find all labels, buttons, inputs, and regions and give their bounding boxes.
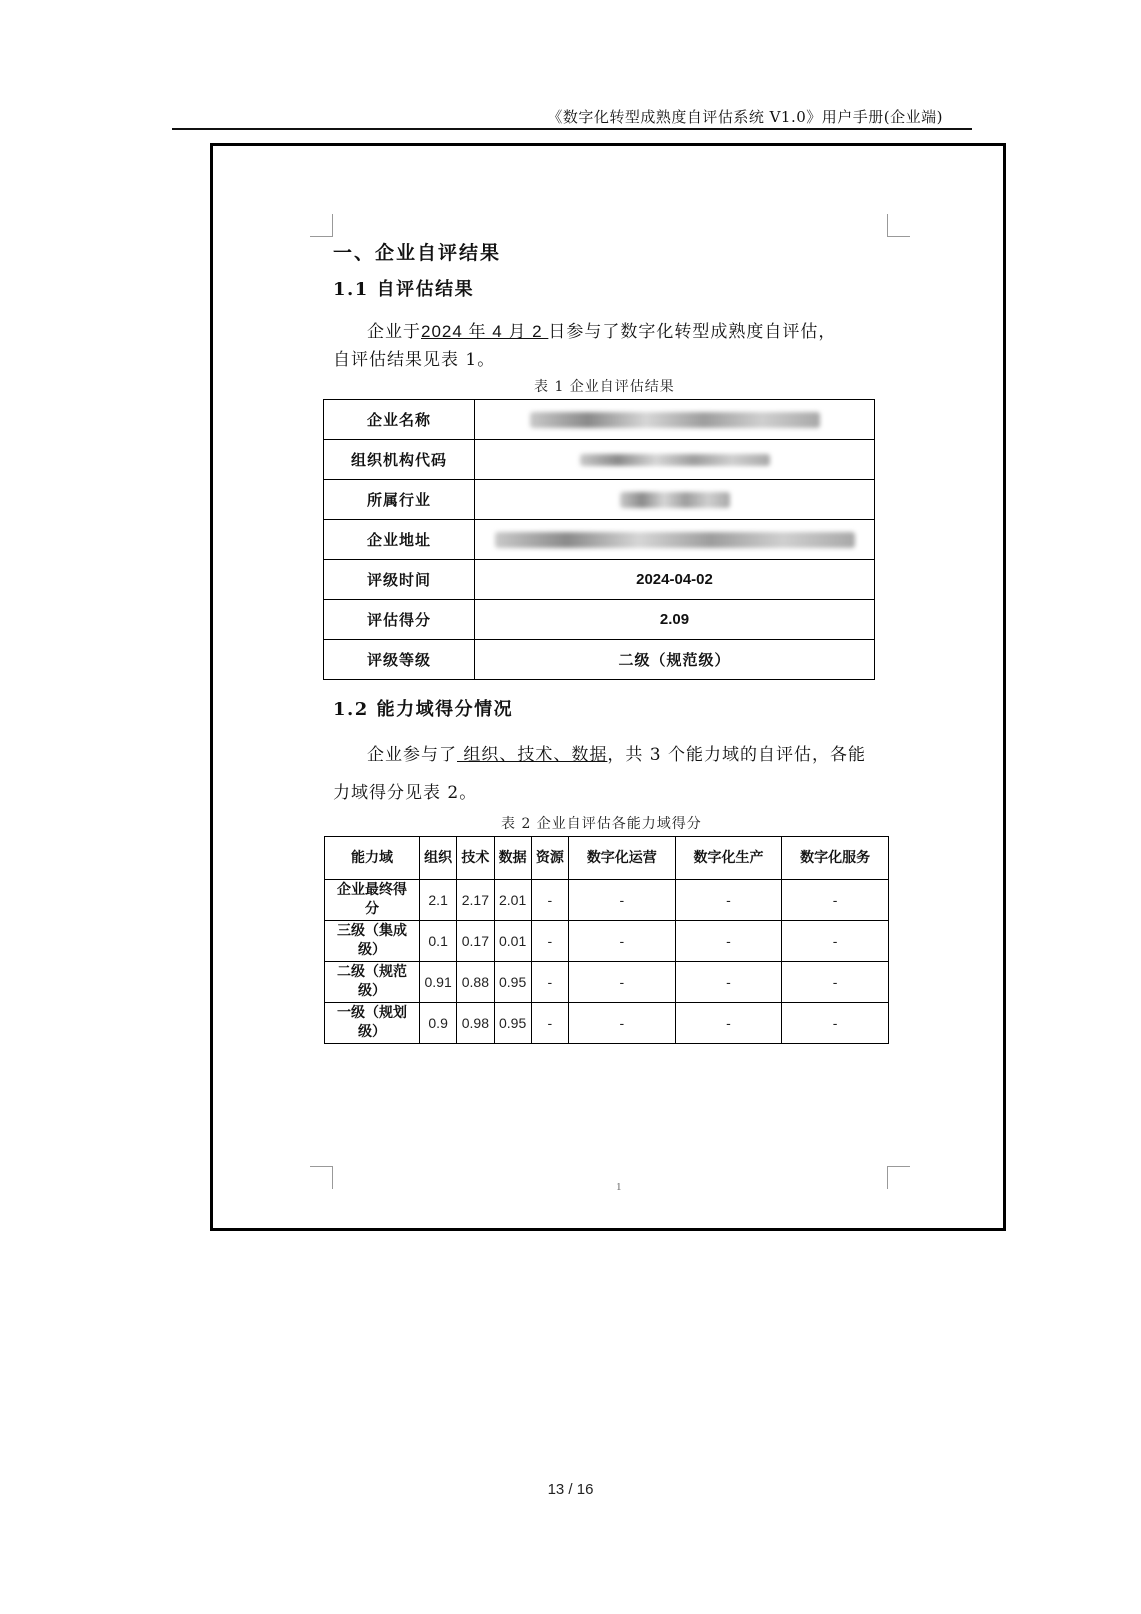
table-row [324,400,875,440]
column-header: 数据 [494,837,531,880]
redacted-value [495,532,855,548]
capability-domain-score-table [324,836,889,1044]
score-cell: 0.1 [420,921,457,962]
table-row [325,921,889,962]
address-value [475,520,875,560]
industry-value [475,480,875,520]
para-prefix: 企业参与了 [367,745,457,765]
table-row [325,1003,889,1044]
header-rule [172,128,972,130]
score-cell: - [782,1003,889,1044]
screenshot-frame [210,143,1006,1231]
row-label: 评级时间 [324,560,475,600]
score-cell: - [782,921,889,962]
table-row [324,600,875,640]
column-header: 能力域 [325,837,420,880]
row-label: 企业名称 [324,400,475,440]
score-cell: - [675,1003,782,1044]
section-heading-1: 一、企业自评结果 [333,242,502,264]
score-cell: - [531,880,568,921]
table-row [324,440,875,480]
page-number: 13 / 16 [547,1481,594,1498]
score-cell: 2.1 [420,880,457,921]
rating-time-value: 2024-04-02 [475,560,875,600]
score-cell: - [675,921,782,962]
row-label: 组织机构代码 [324,440,475,480]
score-cell: 0.01 [494,921,531,962]
org-code-value [475,440,875,480]
row-label: 所属行业 [324,480,475,520]
column-header: 组织 [420,837,457,880]
row-label: 评级等级 [324,640,475,680]
table-row [325,962,889,1003]
row-label: 企业地址 [324,520,475,560]
column-header: 数字化生产 [675,837,782,880]
document-header-title: 《数字化转型成熟度自评估系统 V1.0》用户手册(企业端) [547,108,943,126]
paragraph-self-assessment [333,318,881,374]
inner-page-number: 1 [616,1181,622,1193]
score-cell: 2.17 [457,880,494,921]
table1-caption: 表 1 企业自评估结果 [534,379,675,395]
score-cell: - [569,962,676,1003]
para-line2: 自评估结果见表 1。 [333,350,496,370]
column-header: 数字化运营 [569,837,676,880]
table2-caption: 表 2 企业自评估各能力域得分 [501,816,702,832]
score-cell: - [531,962,568,1003]
row-label: 二级（规范级） [325,962,420,1003]
assessment-score-value: 2.09 [475,600,875,640]
score-cell: - [782,880,889,921]
company-name-value [475,400,875,440]
table-row [324,640,875,680]
row-label: 企业最终得分 [325,880,420,921]
row-label: 一级（规划级） [325,1003,420,1044]
score-cell: - [675,880,782,921]
para-line2: 力域得分见表 2。 [333,783,478,803]
table-header-row [325,837,889,880]
score-cell: 0.95 [494,962,531,1003]
column-header: 数字化服务 [782,837,889,880]
table-row [324,520,875,560]
score-cell: - [569,1003,676,1044]
crop-mark-bottom-right [887,1166,910,1189]
paragraph-capability-domains [333,736,881,812]
score-cell: 0.98 [457,1003,494,1044]
table-row [325,880,889,921]
crop-mark-top-right [887,214,910,237]
self-assessment-result-table [323,399,875,680]
column-header: 技术 [457,837,494,880]
score-cell: - [531,1003,568,1044]
redacted-value [580,454,770,466]
score-cell: - [569,880,676,921]
score-cell: 0.91 [420,962,457,1003]
score-cell: - [531,921,568,962]
row-label: 评估得分 [324,600,475,640]
score-cell: - [569,921,676,962]
column-header: 资源 [531,837,568,880]
para-prefix: 企业于 [367,322,421,342]
assessment-date: 2024 年 4 月 2 [421,322,549,341]
table-row [324,480,875,520]
section-heading-1-2: 1.2 能力域得分情况 [333,699,514,720]
crop-mark-bottom-left [310,1166,333,1189]
participating-domains: 组织、技术、数据 [457,745,608,765]
section-heading-1-1: 1.1 自评估结果 [333,279,475,300]
score-cell: 0.95 [494,1003,531,1044]
redacted-value [620,492,730,508]
score-cell: - [782,962,889,1003]
score-cell: 0.17 [457,921,494,962]
para-suffix: 日参与了数字化转型成熟度自评估， [548,322,837,342]
crop-mark-top-left [310,214,333,237]
redacted-value [530,412,820,428]
row-label: 三级（集成级） [325,921,420,962]
rating-level-value: 二级（规范级） [475,640,875,680]
score-cell: 0.9 [420,1003,457,1044]
table-row [324,560,875,600]
score-cell: 2.01 [494,880,531,921]
para-suffix: ，共 3 个能力域的自评估，各能 [607,745,867,765]
score-cell: 0.88 [457,962,494,1003]
score-cell: - [675,962,782,1003]
